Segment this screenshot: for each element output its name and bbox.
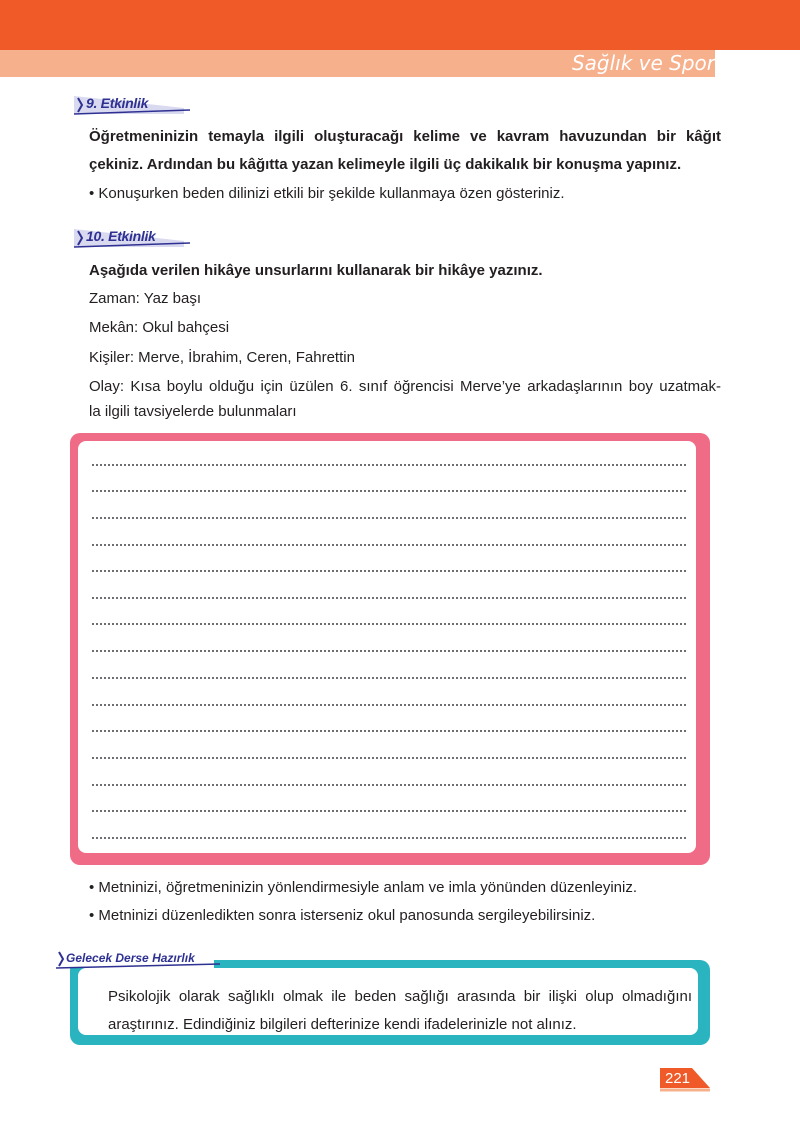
activity-9-instruction-line2: çekiniz. Ardından bu kâğıtta yazan kelimeyle ilgili üç dakikalık bir konuşma yapınız. bbox=[89, 156, 682, 173]
writing-line[interactable] bbox=[92, 516, 686, 519]
story-time: Zaman: Yaz başı bbox=[89, 290, 202, 307]
top-header-bar bbox=[0, 0, 800, 50]
writing-line[interactable] bbox=[92, 649, 686, 652]
writing-line[interactable] bbox=[92, 836, 686, 839]
chapter-bar-notch bbox=[715, 50, 725, 77]
activity-9-bullet: • Konuşurken beden dilinizi etkili bir şekilde kullanmaya özen gösteriniz. bbox=[89, 185, 565, 202]
page-number: 221 bbox=[660, 1066, 712, 1092]
next-lesson-text: Psikolojik olarak sağlıklı olmak ile beden sağlığı arasında bir ilişki olup olmadığını araştırınız. Edindiğiniz bilgileri defterinize kendi ifadelerinizle not alınız. bbox=[108, 988, 692, 1033]
writing-line[interactable] bbox=[92, 463, 686, 466]
writing-line[interactable] bbox=[92, 489, 686, 492]
writing-line[interactable] bbox=[92, 596, 686, 599]
writing-line[interactable] bbox=[92, 543, 686, 546]
activity-10-bullet2: • Metninizi düzenledikten sonra isterseniz okul panosunda sergileyebilirsiniz. bbox=[89, 907, 596, 924]
writing-line[interactable] bbox=[92, 729, 686, 732]
writing-area[interactable] bbox=[78, 441, 696, 853]
writing-line[interactable] bbox=[92, 809, 686, 812]
activity-10-label: 10. Etkinlik bbox=[72, 225, 192, 251]
activity-9-label: 9. Etkinlik bbox=[72, 92, 192, 118]
activity-9-instruction-line1: Öğretmeninizin temayla ilgili oluşturacağı kelime ve kavram havuzundan bir kâğıt bbox=[89, 128, 721, 145]
activity-10-bullet1: • Metninizi, öğretmeninizin yönlendirmesiyle anlam ve imla yönünden düzenleyiniz. bbox=[89, 879, 638, 896]
writing-line[interactable] bbox=[92, 622, 686, 625]
writing-area-frame bbox=[70, 433, 710, 865]
writing-line[interactable] bbox=[92, 756, 686, 759]
writing-line[interactable] bbox=[92, 676, 686, 679]
story-characters: Kişiler: Merve, İbrahim, Ceren, Fahrettin bbox=[89, 349, 355, 366]
story-event-line1: Olay: Kısa boylu olduğu için üzülen 6. sınıf öğrencisi Merve’ye arkadaşlarının boy uzatmak- bbox=[89, 378, 721, 395]
chapter-title: Sağlık ve Spor bbox=[571, 51, 715, 75]
writing-line[interactable] bbox=[92, 569, 686, 572]
writing-line[interactable] bbox=[92, 703, 686, 706]
activity-10-instruction: Aşağıda verilen hikâye unsurlarını kullanarak bir hikâye yazınız. bbox=[89, 262, 543, 279]
writing-line[interactable] bbox=[92, 783, 686, 786]
story-event-line2: la ilgili tavsiyelerde bulunmaları bbox=[89, 403, 297, 420]
next-lesson-label: Gelecek Derse Hazırlık bbox=[54, 946, 224, 972]
story-place: Mekân: Okul bahçesi bbox=[89, 319, 230, 336]
